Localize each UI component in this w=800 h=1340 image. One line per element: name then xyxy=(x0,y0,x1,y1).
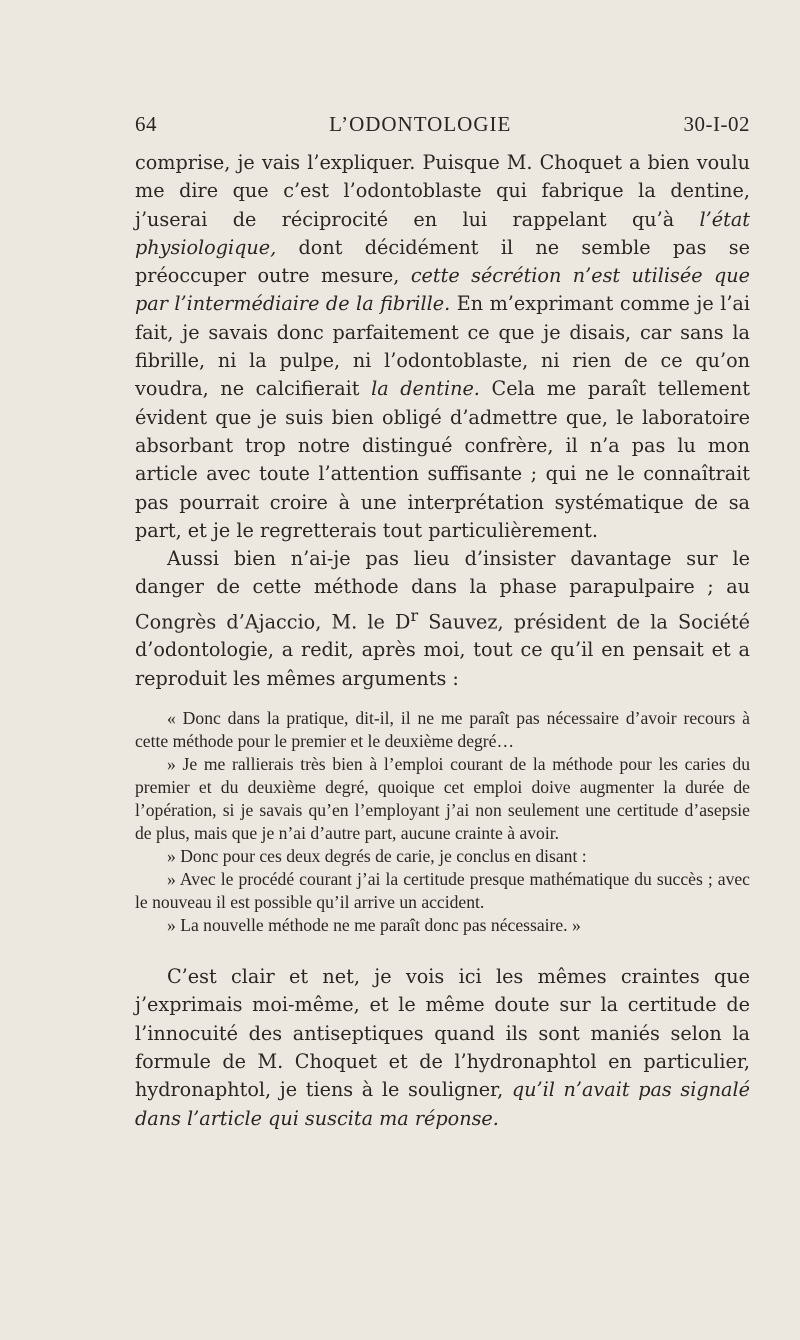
journal-title: L’ODONTOLOGIE xyxy=(329,112,512,136)
text-run: Aussi bien n’ai-je pas lieu d’insister davantage sur le danger de cette méthode dans la phase parapulpaire ; au Congrès d’Ajaccio, M. le D xyxy=(135,547,750,634)
quote-paragraph: » Avec le procédé courant j’ai la certitude presque mathématique du succès ; avec le nouveau il est possible qu’il arrive un accident. xyxy=(135,869,750,913)
issue-date: 30-I-02 xyxy=(683,112,750,136)
text-run: C’est clair et net, je vois ici les mêmes craintes que j’exprimais moi-même, et le même doute sur la certitude de l’innocuité des antiseptiques quand ils sont maniés selon la formule de M. Choquet et de l’hydronaphtol en particulier, hydronaphtol, je tiens à le souligner, xyxy=(135,965,750,1102)
paragraph-congress xyxy=(135,545,750,693)
quote-paragraph: « Donc dans la pratique, dit-il, il ne me paraît pas nécessaire d’avoir recours à cette méthode pour le premier et le deuxième degré… xyxy=(135,708,750,752)
paragraph-continuation xyxy=(135,149,750,545)
text-run: Sauvez, président de la Société d’odontologie, a redit, après moi, tout ce qu’il en pensait et a reproduit les mêmes arguments : xyxy=(135,610,751,690)
running-header xyxy=(135,112,750,137)
text-run: En m’exprimant comme je l’ai fait, je savais donc parfaitement ce que je disais, car sans la fibrille, ni la pulpe, ni l’odontoblaste, ni rien de ce qu’on voudra, ne calcifierait xyxy=(135,292,751,401)
italic-run: cette sécrétion n’est utilisée que par l’intermédiaire de la fibrille. xyxy=(135,264,750,316)
block-quotation xyxy=(135,707,750,937)
text-run: comprise, je vais l’expliquer. Puisque M. Choquet a bien voulu me dire que c’est l’odontoblaste qui fabrique la dentine, j’userai de réciprocité en lui rappelant qu’à xyxy=(135,151,750,231)
spacer xyxy=(135,937,750,963)
quote-paragraph: » Je me rallierais très bien à l’emploi courant de la méthode pour les caries du premier et du deuxième degré, quoique cet emploi doive augmenter la durée de l’opération, si je savais qu’en l’employant j’ai non seulement une certitude d’asepsie de plus, mais que je n’ai d’autre part, aucune crainte à avoir. xyxy=(135,754,750,844)
quote-paragraph: » Donc pour ces deux degrés de carie, je conclus en disant : xyxy=(167,846,587,867)
italic-run: la dentine. xyxy=(371,377,480,401)
paragraph-conclusion xyxy=(135,963,750,1133)
page-number: 64 xyxy=(135,112,157,136)
italic-run: qu’il n’avait pas signalé dans l’article qui suscita ma réponse. xyxy=(135,1078,750,1130)
superscript: r xyxy=(410,605,419,625)
italic-run: l’état physiologique, xyxy=(135,207,750,259)
quote-paragraph: » La nouvelle méthode ne me paraît donc pas nécessaire. » xyxy=(167,915,581,936)
text-run: Cela me paraît tellement évident que je suis bien obligé d’admettre que, le laboratoire absorbant trop notre distingué confrère, il n’a pas lu mon article avec toute l’attention suffisante ; qui ne le connaîtrait pas pourrait croire à une interprétation systématique de sa part, et je le regretterais tout particulièrement. xyxy=(135,377,750,542)
text-run: dont décidément il ne semble pas se préoccuper outre mesure, xyxy=(135,235,750,288)
